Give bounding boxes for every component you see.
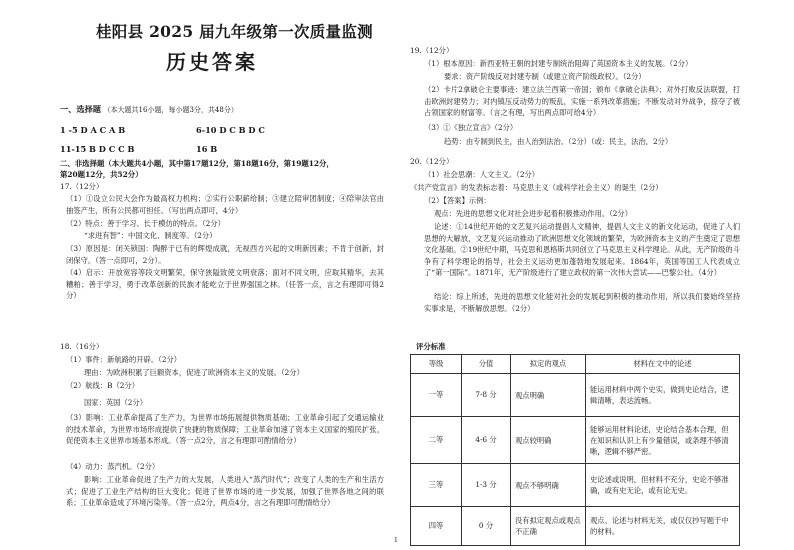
- q20-answer-2: 《共产党宣言》的发表标志着：马克思主义（或科学社会主义）的诞生（2分）: [410, 183, 663, 192]
- rubric-cell: 观点、论述与材料无关，或仅仅抄写题干中的材料。: [586, 507, 740, 546]
- mc-section-heading: [60, 103, 238, 116]
- q18-answer-3: （3）影响：工业革命提高了生产力，为世界市场拓展提供物质基础；工业革命引起了交通运输业的技术革命，为世界市场形成提供了快捷的物质保障；工业革命加速了资本主义国家的殖民扩张，促使资本主义世界市场基本形成。（答一点2分，言之有理即可酌情给分）: [66, 413, 384, 445]
- table-row: [411, 507, 740, 546]
- q17-answer-2b: “求进有智”：中国文化、制度等。（2分）: [84, 231, 217, 240]
- q19-answer-3a: （3）①《独立宣言》（2分）: [424, 123, 518, 132]
- q17-answer-4: （4）启示：开放宽容等段文明繁荣，保守狭隘致使文明衰落；面对不同文明，应取其精华，去其糟粕；善于学习，勇于改革创新的民族才能屹立于世界强国之林。（任答一点，言之有理即可得2分）: [66, 268, 384, 300]
- scoring-rubric-table: [410, 354, 740, 546]
- table-row: [411, 374, 740, 417]
- rubric-cell: 史论述或说明，但材料不充分，史论不够准确，或有史无论，或有论无史。: [586, 464, 740, 507]
- q18-answer-2b: 国家：英国（2分）: [84, 398, 148, 407]
- q18-answer-2a: （2）航线：B（2分）: [66, 381, 140, 390]
- mc-row2-b: 16 B: [196, 144, 218, 154]
- table-row: [411, 464, 740, 507]
- rubric-cell: 观点较明确: [511, 417, 586, 464]
- rubric-cell: 没有拟定观点或观点不正确: [511, 507, 586, 546]
- q17-heading: 17.（12分）: [60, 182, 104, 191]
- rubric-cell: 四等: [411, 507, 462, 546]
- section2-line1: 二、非选择题（本大题共4小题，其中第17题12分，第18题16分，第19题12分，: [60, 159, 334, 168]
- rubric-cell: 4-6 分: [462, 417, 511, 464]
- q17-answer-1: （1）①设立公民大会作为最高权力机构；②实行公职薪给制；③建立陪审团制度；④陪审法官由抽签产生，所有公民都可担任。（写出两点即可，4分）: [66, 194, 384, 215]
- q19-answer-3b: 趋势：由专制到民主，由人治到法治。（2分）（或：民主，法治，2分）: [444, 137, 673, 146]
- rubric-cell: 三等: [411, 464, 462, 507]
- mc-row1-a: 1 -5 D A C A B: [60, 125, 126, 135]
- rubric-cell: 能够运用材料论述，史论结合基本合理，但在知识和认识上有少量错误，或条理不够清晰，逻辑不够严密。: [586, 417, 740, 464]
- q17-answer-3: （3）原因是：闭关锁国：陶醉于已有的辉煌成就，无视西方兴起的文明新因素；不肯于创新，封闭保守。（答一点即可，2分）。: [66, 244, 384, 265]
- rubric-title: 评分标准: [416, 342, 446, 351]
- mc-row2-a: 11-15 B D C C B: [60, 144, 135, 154]
- q20-viewpoint: 观点：先进的思想文化对社会进步起着积极推动作用。（2分）: [434, 209, 633, 218]
- q20-conclusion: 结论：综上所述，先进的思想文化能对社会的发展起到积极的推动作用，所以我们要始终坚持实事求是，不断解放思想。（2分）: [424, 292, 740, 313]
- section2-line2: 第20题12分，共52分）: [60, 170, 143, 179]
- rubric-col-score: 分值: [462, 355, 511, 374]
- q19-answer-2: （2）卡片2拿破仑主要事迹：建立法兰西第一帝国；颁布《拿破仑法典》；对外打败反法联盟，打击欧洲封建势力；对内镇压反动势力的叛乱，实施一系列改革措施；不断发动对外战争，掠夺了被占领国家的财富等。（言之有理，写出两点即可给4分）: [424, 85, 740, 117]
- rubric-cell: 观点明确: [511, 374, 586, 417]
- q20-answer-3: （2）【答案】示例：: [424, 196, 491, 205]
- page-title-line2: 历史答案: [166, 50, 258, 74]
- q18-answer-4b: 影响：工业革命促进了生产力的大发展，人类进入“蒸汽时代”；改变了人类的生产和生活方式；促进了工业生产结构的巨大变化；促进了世界市场的进一步发展，加强了世界各地之间的联系；工业革命造成了环境污染等。（答一点2分，两点4分，言之有理即可酌情给分）: [66, 475, 384, 507]
- page-title-line1: 桂阳县 2025 届九年级第一次质量监测: [96, 22, 373, 41]
- rubric-cell: 7-8 分: [462, 374, 511, 417]
- rubric-cell: 二等: [411, 417, 462, 464]
- q19-heading: 19.（12分）: [410, 46, 454, 55]
- q20-heading: 20.（12分）: [410, 157, 454, 166]
- rubric-cell: 能运用材料中两个史实，做到史论结合，逻辑清晰，表达流畅。: [586, 374, 740, 417]
- table-row: [411, 417, 740, 464]
- mc-heading: 一、选择题: [60, 104, 101, 114]
- rubric-col-viewpoint: 拟定的观点: [511, 355, 586, 374]
- mc-row1-b: 6-10 D C B D C: [196, 125, 265, 135]
- rubric-cell: 1-3 分: [462, 464, 511, 507]
- rubric-header-row: [411, 355, 740, 374]
- rubric-cell: 0 分: [462, 507, 511, 546]
- rubric-col-level: 等级: [411, 355, 462, 374]
- q18-answer-1b: 理由：为欧洲积累了巨额资本，促进了欧洲资本主义的发展。（2分）: [84, 368, 304, 377]
- page-number: 1: [394, 537, 398, 544]
- q18-answer-1a: （1）事件：新航路的开辟。（2分）: [66, 355, 182, 364]
- q20-answer-1: （1）社会思潮：人文主义。（2分）: [424, 170, 540, 179]
- q18-answer-4a: （4）动力：蒸汽机。（2分）: [66, 462, 160, 471]
- rubric-col-argument: 材料在文中的论述: [586, 355, 740, 374]
- q20-argument: 论述：①14世纪开始的文艺复兴运动提倡人文精神，提倡人文主义的新文化运动，促进了人们思想的大解放，文艺复兴运动推动了欧洲思想文化领域的繁荣，为欧洲资本主义的产生奠定了思想文化基础。②19世纪中期，马克思和恩格斯共同创立了马克思主义科学理论。从此，无产阶级的斗争有了科学理论的指导，社会主义运动更加蓬勃地发展起来。1864年，英国等国工人代表成立了“第一国际”。1871年，无产阶级进行了建立政权的第一次伟大尝试——巴黎公社。（4分）: [424, 222, 740, 277]
- q19-answer-1b: 要求：资产阶级反对封建专制（或建立资产阶级政权）。（2分）: [444, 72, 646, 81]
- rubric-cell: 观点不够明确: [511, 464, 586, 507]
- q19-answer-1a: （1）根本原因：新西亚特王朝的封建专制统治阻碍了英国资本主义的发展。（2分）: [424, 59, 693, 68]
- mc-note: （本大题共16小题，每小题3分，共48分）: [103, 106, 238, 114]
- q18-heading: 18.（16分）: [60, 342, 104, 351]
- q17-answer-2: （2）特点：善于学习、长于模仿的特点。（2分）: [66, 219, 225, 228]
- rubric-cell: 一等: [411, 374, 462, 417]
